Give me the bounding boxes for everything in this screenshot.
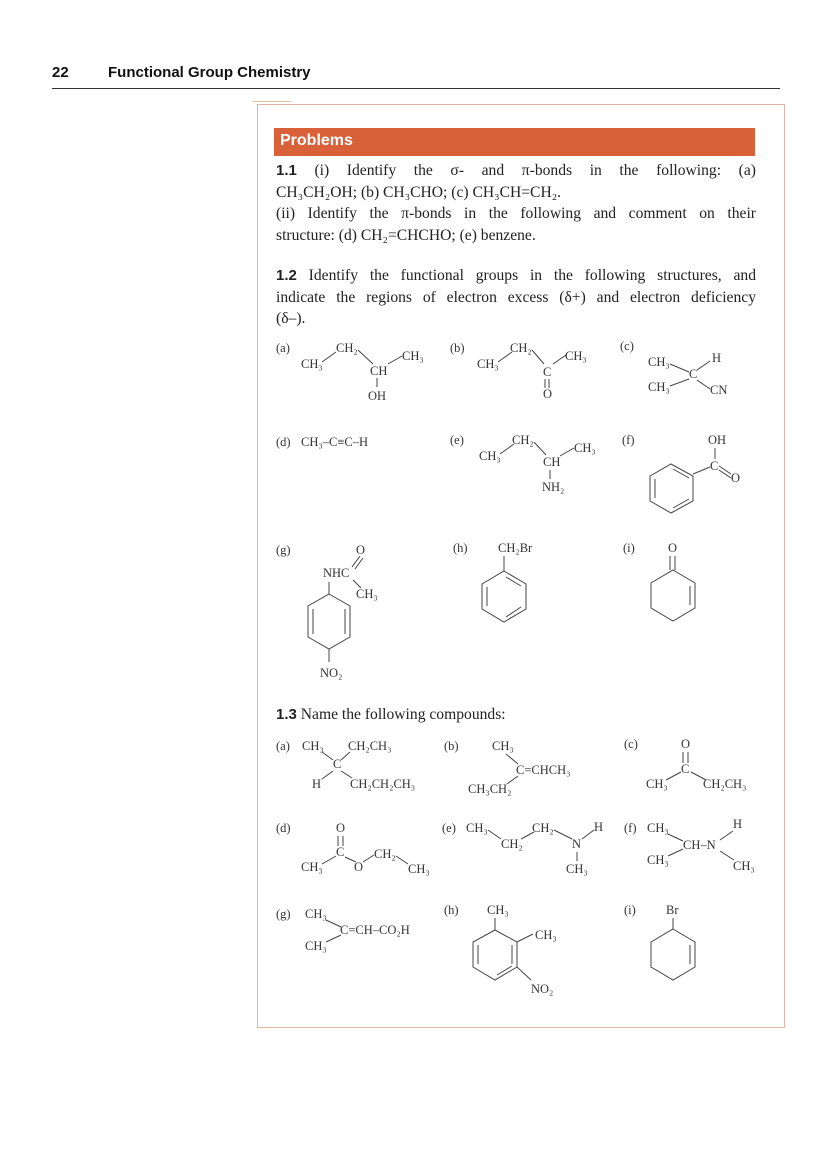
- bond: [388, 356, 402, 364]
- bond: [668, 834, 683, 841]
- atom: CH₃: [402, 349, 424, 363]
- structure-1-3-f: [624, 817, 755, 873]
- label-c: (c): [620, 339, 634, 353]
- atom: CH₃: [301, 357, 323, 371]
- atom: CH₂: [532, 821, 554, 835]
- label-e: (e): [442, 821, 456, 835]
- atom: CH: [370, 364, 388, 378]
- bond: [355, 558, 363, 569]
- benzene-ring: [482, 571, 526, 622]
- atom: CH₃: [356, 587, 378, 601]
- bond: [697, 380, 710, 389]
- atom: CH₂CH₃: [348, 739, 392, 753]
- atom: Br: [666, 903, 679, 917]
- bond: [506, 607, 521, 617]
- structure-1-3-e: [442, 820, 603, 876]
- atom: O: [336, 821, 346, 835]
- atom: H: [712, 351, 722, 365]
- atom: CH₃: [487, 903, 509, 917]
- atom: CH₃: [648, 380, 670, 394]
- structure-1-2-h: [453, 541, 533, 622]
- structure-1-2-i: [623, 541, 695, 621]
- bond: [352, 556, 360, 567]
- atom: C: [681, 762, 690, 776]
- structure-1-3-g: [276, 907, 410, 953]
- benzene-ring: [473, 930, 517, 980]
- label-f: (f): [622, 433, 635, 447]
- atom: C: [336, 845, 345, 859]
- atom: CH₂CH₃: [703, 777, 747, 791]
- bond: [517, 934, 533, 942]
- atom: CH₃: [646, 777, 668, 791]
- atom: O: [354, 860, 364, 874]
- atom: CH₃: [648, 355, 670, 369]
- problem-text: (ii) Identify the π-bonds in the following and comment on their: [276, 205, 756, 222]
- label-e: (e): [450, 433, 464, 447]
- structure-1-3-h: [444, 903, 557, 996]
- structure-1-3-a: [276, 739, 415, 791]
- atom: CH–N: [683, 838, 716, 852]
- label-h: (h): [453, 541, 468, 555]
- atom: NH₂: [542, 480, 565, 494]
- structure-1-3-c: [624, 737, 746, 791]
- bond: [697, 361, 710, 370]
- atom: NO₂: [531, 982, 554, 996]
- atom: CH: [543, 455, 561, 469]
- bond: [691, 772, 706, 780]
- atom: H: [733, 817, 743, 831]
- atom: CH₃: [477, 357, 499, 371]
- label-b: (b): [450, 341, 465, 355]
- atom: CH₃CH₂: [468, 782, 512, 796]
- bond: [719, 470, 731, 478]
- atom: C: [710, 459, 719, 473]
- bond: [326, 920, 341, 927]
- benzene-ring: [308, 594, 350, 649]
- bond: [322, 752, 333, 760]
- atom: CH₂Br: [498, 541, 533, 555]
- label-d: (d): [276, 821, 291, 835]
- atom: O: [681, 737, 691, 751]
- atom: C: [689, 367, 698, 381]
- bond: [532, 350, 544, 364]
- atom: N: [572, 837, 582, 851]
- bond: [322, 856, 336, 864]
- problem-number: 1.3: [276, 706, 297, 723]
- problem-text: structure: (d) CH₂=CHCHO; (e) benzene.: [276, 226, 536, 244]
- bond: [488, 830, 501, 839]
- structure-1-3-d: [276, 821, 430, 876]
- atom: CH₃: [302, 739, 324, 753]
- problem-text: Identify the functional groups in the following structures, and: [308, 267, 756, 284]
- atom: C=CHCH₃: [516, 763, 571, 777]
- atom: OH: [708, 433, 727, 447]
- label-c: (c): [624, 737, 638, 751]
- problem-number: 1.1: [276, 162, 297, 179]
- atom: C: [333, 757, 342, 771]
- problem-text: CH₃CH₂OH; (b) CH₃CHO; (c) CH₃CH=CH₂.: [276, 183, 562, 201]
- atom: CN: [710, 383, 728, 397]
- bond: [673, 469, 689, 478]
- label-f: (f): [624, 821, 637, 835]
- bond: [668, 849, 683, 856]
- structure-1-3-b: [444, 739, 570, 796]
- atom: CH₃–C≡C–H: [301, 435, 368, 449]
- atom: NO₂: [320, 666, 343, 680]
- atom: CH₂: [336, 341, 358, 355]
- bond: [498, 352, 512, 362]
- bond: [582, 830, 594, 839]
- atom: O: [356, 543, 366, 557]
- bond: [363, 855, 374, 862]
- structure-1-2-a: [276, 341, 424, 403]
- bond: [517, 967, 531, 980]
- bond: [358, 350, 373, 364]
- label-a: (a): [276, 341, 290, 355]
- atom: CH₃: [647, 853, 669, 867]
- bond: [497, 966, 512, 975]
- atom: NHC: [323, 566, 350, 580]
- atom: CH₃: [301, 860, 323, 874]
- atom: CH₃: [566, 862, 588, 876]
- label-g: (g): [276, 543, 291, 557]
- problem-text: indicate the regions of electron excess (δ+) and electron deficiency: [276, 288, 756, 306]
- bond: [693, 467, 710, 474]
- bond: [322, 771, 333, 779]
- label-i: (i): [624, 903, 636, 917]
- atom: CH₃: [535, 928, 557, 942]
- atom: CH₃: [565, 349, 587, 363]
- atom: C: [543, 365, 552, 379]
- bond: [341, 752, 350, 760]
- structure-1-2-f: [622, 433, 740, 513]
- banner-title: Problems: [280, 132, 353, 149]
- atom: CH₂: [374, 847, 396, 861]
- bond: [341, 771, 352, 778]
- problem-text: (i) Identify the σ- and π-bonds in the following: (a): [314, 162, 756, 179]
- bond: [670, 364, 689, 372]
- bond: [506, 577, 521, 586]
- bond: [666, 772, 681, 780]
- problem-number: 1.2: [276, 267, 297, 284]
- structure-1-3-i: [624, 903, 695, 980]
- problem-text: (δ–).: [276, 310, 306, 327]
- atom: CH₃: [305, 907, 327, 921]
- page-number: 22: [52, 64, 69, 81]
- label-d: (d): [276, 435, 291, 449]
- bond: [560, 448, 574, 456]
- structure-1-2-d: [276, 435, 368, 449]
- atom: CH₃: [479, 449, 501, 463]
- atom: C=CH–CO₂H: [340, 923, 410, 937]
- atom: O: [731, 471, 741, 485]
- ring: [651, 570, 695, 621]
- atom: H: [594, 820, 604, 834]
- label-i: (i): [623, 541, 635, 555]
- atom: CH₂: [501, 837, 523, 851]
- bond: [507, 776, 518, 784]
- bond: [673, 499, 689, 508]
- label-a: (a): [276, 739, 290, 753]
- atom: H: [312, 777, 322, 791]
- atom: CH₃: [305, 939, 327, 953]
- bond: [554, 830, 572, 839]
- bond: [720, 831, 733, 840]
- structure-1-2-g: [276, 543, 378, 680]
- bond: [534, 442, 546, 455]
- atom: CH₃: [733, 859, 755, 873]
- atom: CH₃: [647, 821, 669, 835]
- atom: CH₂: [512, 433, 534, 447]
- structure-1-2-b: [450, 341, 587, 401]
- atom: CH₃: [492, 739, 514, 753]
- bond: [670, 379, 689, 386]
- atom: O: [668, 541, 678, 555]
- label-b: (b): [444, 739, 459, 753]
- bond: [396, 856, 408, 864]
- structure-1-2-e: [450, 433, 596, 494]
- structure-1-2-c: [620, 339, 727, 397]
- atom: CH₂CH₂CH₃: [350, 777, 416, 791]
- bond: [521, 832, 534, 839]
- benzene-ring: [650, 464, 693, 513]
- atom: CH₃: [466, 821, 488, 835]
- ring: [651, 929, 695, 980]
- bond: [719, 466, 731, 474]
- bond: [506, 754, 518, 764]
- atom: CH₃: [574, 441, 596, 455]
- problem-text: Name the following compounds:: [300, 706, 506, 723]
- atom: CH₂: [510, 341, 532, 355]
- atom: OH: [368, 389, 387, 403]
- bond: [500, 444, 514, 454]
- label-h: (h): [444, 903, 459, 917]
- bond: [322, 352, 336, 362]
- atom: O: [543, 387, 553, 401]
- bond: [720, 851, 734, 860]
- label-g: (g): [276, 907, 291, 921]
- bond: [326, 935, 341, 942]
- running-title: Functional Group Chemistry: [108, 64, 311, 81]
- atom: CH₃: [408, 862, 430, 876]
